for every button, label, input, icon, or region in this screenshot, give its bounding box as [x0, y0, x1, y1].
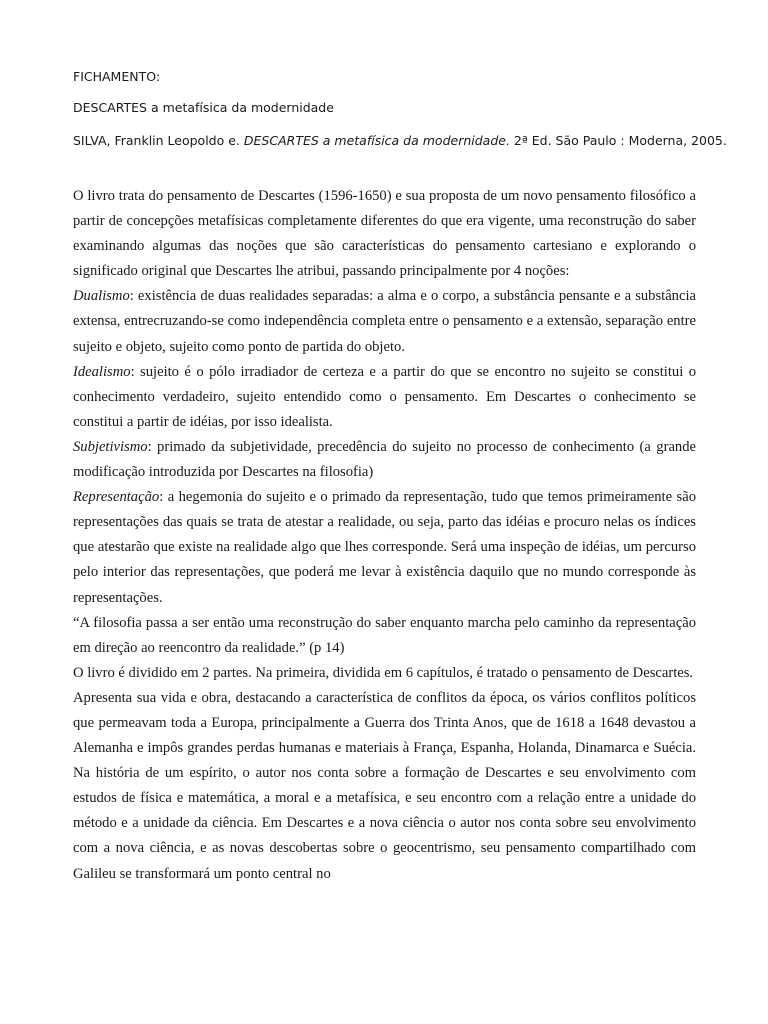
- notion-term: Idealismo: [73, 363, 131, 380]
- notion-dualismo: [73, 284, 696, 359]
- citation-author: SILVA, Franklin Leopoldo e.: [73, 133, 240, 148]
- document-label: FICHAMENTO:: [73, 69, 161, 84]
- citation-title: DESCARTES a metafísica da modernidade.: [243, 133, 510, 148]
- notion-text: : primado da subjetividade, precedência do sujeito no processo de conhecimento (a grande modificação introduzida por Descartes na filosofia): [73, 438, 696, 481]
- notion-text: : a hegemonia do sujeito e o primado da representação, tudo que temos primeiramente são representações das quais se trata de atestar a realidade, ou seja, parto das idéias e procuro nelas os índices que atestarão que existe na realidade algo que lhes corresponde. Será uma inspeção de idéias, um percurso pelo interior das representações, que poderá me levar à existência daquilo que no mundo corresponde às representações.: [73, 489, 696, 606]
- citation-publication: 2ª Ed. São Paulo : Moderna, 2005.: [513, 133, 727, 148]
- intro-paragraph: O livro trata do pensamento de Descartes (1596-1650) e sua proposta de um novo pensamento filosófico a partir de concepções metafísicas completamente diferentes do que era vigente, uma reconstrução do saber examinando algumas das noções que são características do pensamento cartesiano e explorando o significado original que Descartes lhe atribui, passando principalmente por 4 noções:: [73, 188, 696, 280]
- bibliographic-citation: [73, 132, 727, 150]
- notion-representacao: [73, 485, 696, 610]
- life-paragraph: Apresenta sua vida e obra, destacando a característica de conflitos da época, os vários conflitos políticos que permeavam toda a Europa, principalmente a Guerra dos Trinta Anos, que de 1618 a 1648 devastou a Alemanha e impôs grandes perdas humanas e materiais à França, Espanha, Holanda, Dinamarca e Suécia. Na história de um espírito, o autor nos conta sobre a formação de Descartes e seu envolvimento com estudos de física e matemática, a moral e a metafísica, e seu encontro com a relação entre a unidade do método e a unidade da ciência. Em Descartes e a nova ciência o autor nos conta sobre seu envolvimento com a nova ciência, e as novas descobertas sobre o geocentrismo, seu pensamento compartilhado com Galileu se transformará um ponto central no: [73, 689, 696, 882]
- quote-paragraph: “A filosofia passa a ser então uma reconstrução do saber enquanto marcha pelo caminho da representação em direção ao reencontro da realidade.” (p 14): [73, 614, 696, 656]
- document-body: [73, 184, 696, 887]
- notion-term: Subjetivismo: [73, 438, 148, 455]
- notion-term: Representação: [73, 489, 160, 506]
- parts-paragraph: O livro é dividido em 2 partes. Na primeira, dividida em 6 capítulos, é tratado o pensamento de Descartes.: [73, 664, 694, 681]
- notion-idealismo: [73, 360, 696, 435]
- notion-text: : existência de duas realidades separadas: a alma e o corpo, a substância pensante e a substância extensa, entrecruzando-se como independência completa entre o pensamento e a extensão, separação entre sujeito e objeto, sujeito como ponto de partida do objeto.: [73, 288, 696, 355]
- notion-text: : sujeito é o pólo irradiador de certeza e a partir do que se encontro no sujeito se constitui o conhecimento verdadeiro, sujeito entendido como o pensamento. Em Descartes o conhecimento se constitui a partir de idéias, por isso idealista.: [73, 363, 696, 430]
- notion-subjetivismo: [73, 435, 696, 485]
- notion-term: Dualismo: [73, 288, 130, 305]
- document-subtitle: DESCARTES a metafísica da modernidade: [73, 100, 334, 115]
